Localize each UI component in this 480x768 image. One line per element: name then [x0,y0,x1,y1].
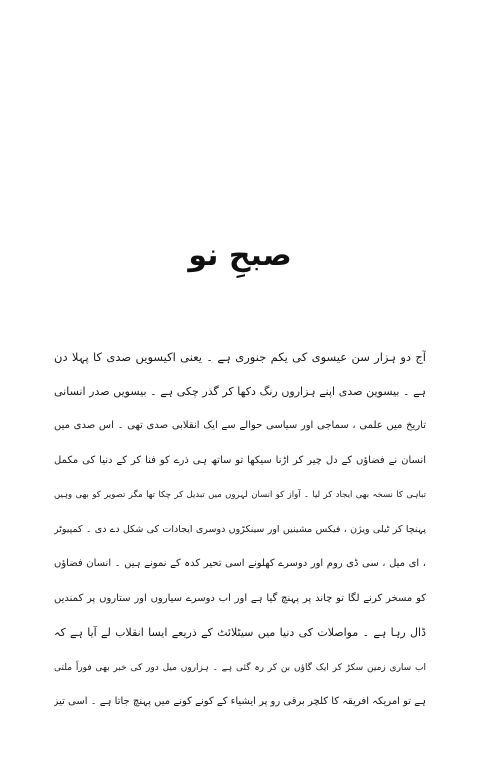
text-line: آج دو ہزار سن عیسوی کی یکم جنوری ہے ۔ یعنی اکیسویں صدی کا پہلا دن [54,350,426,364]
chapter-title: صبحِ نو [188,238,292,273]
text-line: ہے ۔ بیسوین صدی اپنے ہزاروں رنگ دکھا کر گذر چکی ہے ۔ بیسویں صدر انسانی [54,384,426,398]
text-line: تاریخ میں علمی ، سماجی اور سیاسی حوالے سے ایک انقلابی صدی تھی ۔ اس صدی میں [54,420,426,431]
body-paragraph [54,340,426,720]
text-line: انسان نے فضاؤں کے دل چیر کر اڑنا سیکھا تو ساتھ ہی ذرے کو فنا کر کے دنیا کی مکمل [54,454,426,466]
text-line: کو مسخر کرنے لگا تو چاند پر پہنچ گیا ہے اور اب دوسرے سیاروں اور ستاروں پر کمندیں [54,592,426,604]
text-line: ، ای میل ، سی ڈی روم اور دوسرے کھلونے اسی تحیر کدہ کے نمونے ہیں ۔ انسان فضاؤں [54,558,426,569]
text-line: پہنچا کر ٹیلی ویژن ، فیکس مشینیں اور سینکڑوں دوسری ایجادات کی شکل دے دی ۔ کمپیوٹر [54,523,426,535]
text-line: اب ساری زمین سکڑ کر ایک گاؤں بن کر رہ گئی ہے ۔ ہزاروں میل دور کی خبر بھی فوراً ملتی [54,662,426,673]
text-line: ہے تو امریکہ افریقہ کا کلچر برقی رو پر ایشیاء کے کونے کونے میں پہنچ جاتا ہے ۔ اسی تیز [54,696,426,707]
text-line: ڈال رہا ہے ۔ مواصلات کی دنیا میں سیٹلائٹ کے ذریعے ایسا انقلاب لے آیا ہے کہ [54,626,426,639]
text-line: تباہی کا نسخہ بھی ایجاد کر لیا ۔ آواز کو انسان لہروں میں تبدیل کر چکا تھا مگر تصویر کو بھی وہیں [54,490,426,500]
